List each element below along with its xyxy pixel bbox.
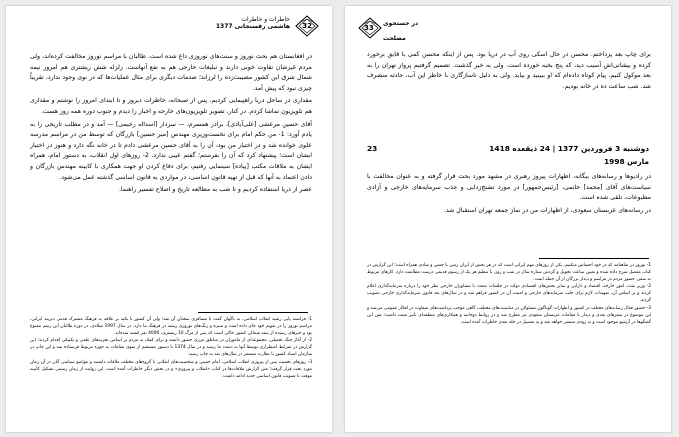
right-paragraph-2: در رسانه‌های عربستان سعودی، از اظهارات من در نماز جمعه تهران استقبال شد.	[443, 206, 651, 214]
right-page-body	[367, 172, 651, 218]
date-line-latin: مارس 1998	[604, 157, 649, 166]
left-footnote-1: 1- فرانسه پاپی رشید انقلاب اسلامی، به ناگهان گفت با مسافری سخنان آن شد؛ ولی آن کشور با تکیه بر علاقه به فرهنگ مشترک قدمی دیرینه ایرانی، مراسم نوروز را در تقویم خود جای داده است و سبزه و رنگ‌های نوروزی ریشه در فرهنگ ما دارد. در سال 1997 میلادی، در دوره طالبان این رسم ممنوع بود و خبرهای رسیده از نیمه شمالی کشور حاکی است که پس از مرگ 10 ریشتری، 4000 نفر کشته شده‌اند.	[30, 317, 312, 337]
left-header-line1: خاطرات و خاطرات	[241, 16, 290, 23]
left-page-body	[30, 52, 312, 198]
left-paragraph-1: در افغانستان هم بحث نوروز و سنت‌های نوروزی داغ شده است. طالبان با مراسم نوروز مخالفت کرده‌اند، ولی مردم غیرشان تفاوت خوبی دارند و تبلیغات خارجی هم به نفع آنهاست. زلزله شش ریشتری هم امروز نیمه شمال شرق این کشور مصیبت‌زده را لرزاند؛ صدمات دیگری برای مثال عملیات‌ها که در نوی وجود ندارد، تقریباً چیزی نبود که پیش آمد.	[30, 53, 312, 92]
left-paragraph-3: آقای حسین مرعشی [علی‌آبادی]، برادر همسرم، — سردار [اسداله رحیمی] — آمد و در مطلب تاریخی را به یادم آورد: 1- من حکم امام برای نخست‌وزیری مهندس [میر حسین] بازرگان که توسط من در مراسم مدرسه علوی خوانده شد و در اختیار من بود، آن را به آقای حسین مرعشی دادم تا در خانه نگه دارد و هنوز در اختیار ایشان است؛ پیشنهاد کرد که آن را بفرستم؛ گفتم عیبی ندارد. 2- روزهای اول انقلاب، به دستور امام، همراه ایشان به ملاقات مکتب [پیاده] سینمایی رفتیم، برای دفاع کردن او جهت همکاری با کابینه مهندس بازرگان و دادن اعتماد به آنها که قبل از تهیه قانون اساسی، در مواردی به قانون اساسی گذشته عمل می‌شود.	[30, 120, 312, 181]
right-footnote-1: 1- نوروز در شاهنامه که در خود احساس میکنیم، یکی از روزهای مهم ایرانی است که در هر بخش از ایران زمین با جشن و شادی همراه است؛ این گزارش در کتاب مفصل شرح داده شده و تعیین ساعت تحویل و گردش ستاره سال در شب و روز، با تنظیم هر یک از رسوم قدیمی درست مطابقت دارد. کارهای مربوط به سفر، حضور مردم در مراسم و دیدار بزرگان از آن جمله است.	[367, 263, 651, 283]
right-header-line2: مصلحت	[383, 35, 406, 42]
left-paragraph-2: مقداری در ساحل دریا راهپیمایی کردیم. پس از صبحانه، خاطرات دیروز و تا ابتدای امروز را نوشتم و مقداری هم تلویزیون تماشا کردم. در کنار، تصویر تلویزیون‌های خارجه و اخبار را دیدم و جنوب دوره همه روز هست.	[30, 97, 312, 115]
left-header-line2: هاشمی رفسنجانی 1377	[215, 23, 290, 30]
right-top-paragraph: برای چاپ بعد پرداختم. محسن در حال اسکی روی آب در دریا بود. پس از اینکه محسن کمی با قایق برخورد کرده و بیشانی‌اش آسیب دید، که پنج بخیه خورده است. ولی به خیر گذشت. تصمیم گرفتیم پرواز تهران را به بعد موکول کنیم. پیام کوتاه داده‌ام که او ببینید و بیاید. ولی به دلیل ناسازگاری با خاطر این آب، حادثه منصرف شد. شب ساعت ده در خانه بودیم.	[367, 51, 651, 90]
right-header-line1: در جستجوی	[383, 20, 419, 27]
date-number: 23	[367, 144, 378, 153]
right-footnote-3: 3- حضور فعال رسانه‌های مختلف در کشور و اظهارات گوناگون مسئولان در مناسبت‌های مختلف، گاهی موجب برداشت‌های متفاوت در افکار عمومی می‌شد و این موضوع در سفرهای بعدی و دیدار با مقامات عربستان سعودی نیز مطرح شد و در روابط دوجانبه و همکاری‌های منطقه‌ای تأثیر مثبت داشت؛ متن این گفتگوها در آرشیو موجود است و به زودی منتشر خواهد شد و به تفصیل در جلد بعدی خاطرات آمده است.	[367, 305, 651, 325]
right-footnotes	[367, 262, 651, 326]
right-page-number: 33	[364, 24, 374, 32]
left-page-number: 32	[302, 22, 312, 30]
left-footnotes	[30, 316, 312, 380]
right-footnote-2: 2- وزیر نفت، امور خارجه، اقتصاد و دارایی و سایر بخش‌های اقتصادی دولت در جلسات متعدد با مشاوران خارجی نظر خود را درباره سرمایه‌گذاری اعلام کردند و بر اساس آن، تمهیدات لازم برای جلب سرمایه‌های خارجی و امنیت آن در کشور فراهم شد و در سال‌های بعد قانون سرمایه‌گذاری خارجی تصویب گردید.	[367, 284, 651, 304]
left-footnote-2: 2- از آغاز جنگ تحمیلی، مجموعه‌ای از ماموران در مناطق مرزی حضور داشته و برای کمک به مردم بر اساس تجربه‌های علمی و تکنیکی اقدام کردند؛ این گزارش در شرایط اضطراری توسط آنها به دست ما رسید و در سال 1374 با دستور مستقیم از سوی مقامات به حوزه مربوط فرستاده شد و این چاپ در سازمان اسناد کشور با نظارت مستمر در سال‌های بعد به چاپ رسید.	[30, 338, 313, 358]
left-footnote-3: 3- روزهای نخست پس از پیروزی انقلاب اسلامی، امام خمینی و شخصیت‌های انقلابی با گروه‌های مختلف ملاقات داشتند و مواضع سیاسی آنان در آن زمان مورد بحث قرار گرفت؛ متن گزارش ملاقات‌ها در کتاب «انقلاب و پیروزی» و در بخش دیگر خاطرات آمده است. این روایت از زمان رسمی تشکیل کابینه موقت تا تصویب قانون اساسی جدید ادامه داشت.	[30, 359, 312, 379]
left-paragraph-4: عصر از دریا استفاده کردیم و تا شب به مطالعه تاریخ و اصلاح تفسیر راهنما.	[118, 186, 312, 194]
left-page-header	[170, 16, 290, 50]
right-footnote-divider	[539, 258, 649, 259]
right-page	[345, 6, 671, 432]
right-page-header	[383, 20, 483, 54]
left-footnote-divider	[198, 312, 308, 313]
date-line-persian: دوشنبه 3 فروردین 1377 | 24 ذیقعده 1418	[489, 144, 649, 153]
right-paragraph-1: در رادیوها و رسانه‌های بیگانه، اظهارات پیروز رهبری در مشهد مورد بحث قرار گرفته و به عنوان مخالفت با سیاست‌های آقای [محمد] خاتمی، [رئیس‌جمهور] در مورد تشنج‌زدایی و جذب سرمایه‌های خارجی و آزادی مطبوعات، تلقی شده است.	[367, 173, 651, 202]
left-page	[6, 6, 332, 432]
